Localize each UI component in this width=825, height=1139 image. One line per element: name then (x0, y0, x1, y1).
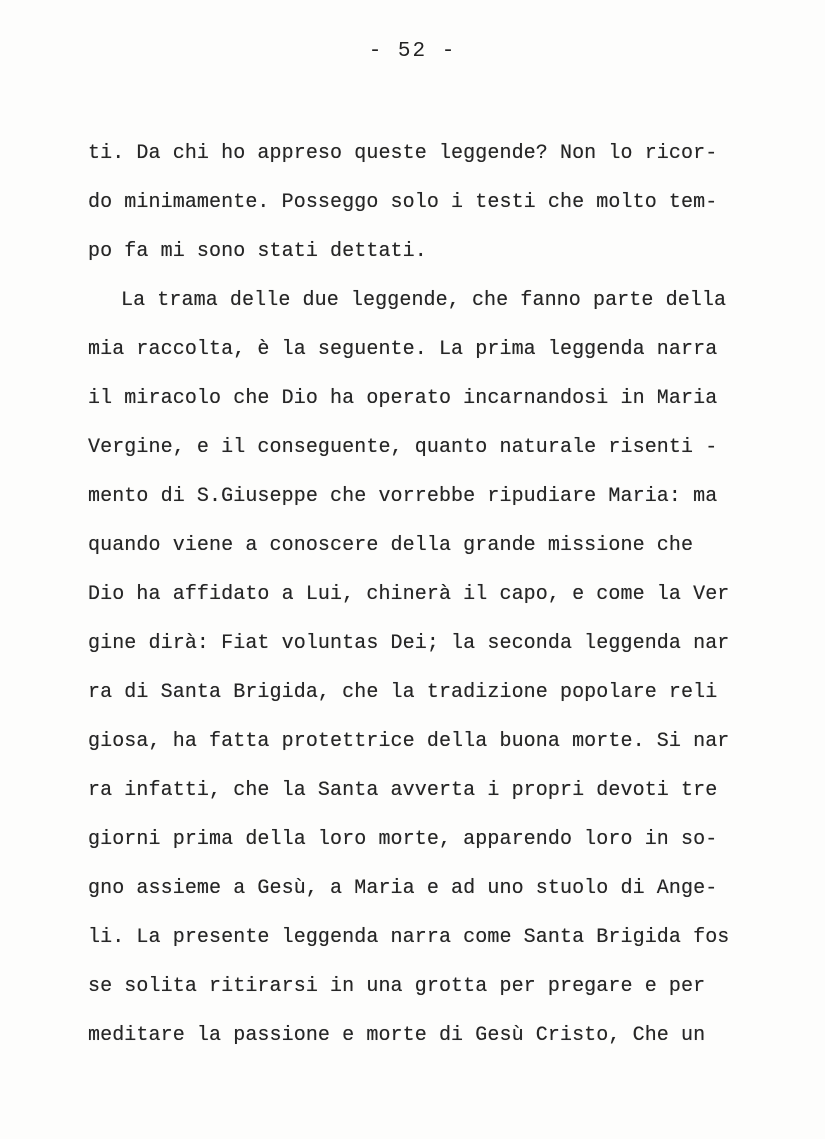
text-line: quando viene a conoscere della grande missione che (88, 534, 694, 557)
text-line: do minimamente. Posseggo solo i testi che molto tem- (88, 191, 718, 214)
text-line: meditare la passione e morte di Gesù Cristo, Che un (88, 1024, 706, 1047)
text-line: ra infatti, che la Santa avverta i propri devoti tre (88, 779, 718, 802)
text-line: mia raccolta, è la seguente. La prima leggenda narra (88, 338, 718, 361)
text-line: ti. Da chi ho appreso queste leggende? Non lo ricor- (88, 142, 718, 165)
text-line: giosa, ha fatta protettrice della buona morte. Si nar (88, 730, 730, 753)
text-line: gine dirà: Fiat voluntas Dei; la seconda leggenda nar (88, 632, 730, 655)
page-number: - 52 - (368, 40, 457, 63)
text-line: giorni prima della loro morte, apparendo loro in so- (88, 828, 718, 851)
text-line: ra di Santa Brigida, che la tradizione popolare reli (88, 681, 718, 704)
text-line: po fa mi sono stati dettati. (88, 240, 427, 263)
paragraph-start-line: La trama delle due leggende, che fanno parte della (121, 289, 727, 312)
body-text (88, 137, 768, 1068)
text-line: il miracolo che Dio ha operato incarnandosi in Maria (88, 387, 718, 410)
text-line: Dio ha affidato a Lui, chinerà il capo, e come la Ver (88, 583, 730, 606)
text-line: se solita ritirarsi in una grotta per pregare e per (88, 975, 706, 998)
text-line: li. La presente leggenda narra come Santa Brigida fos (88, 926, 730, 949)
text-line: gno assieme a Gesù, a Maria e ad uno stuolo di Ange- (88, 877, 718, 900)
text-line: mento di S.Giuseppe che vorrebbe ripudiare Maria: ma (88, 485, 718, 508)
text-line: Vergine, e il conseguente, quanto naturale risenti - (88, 436, 718, 459)
